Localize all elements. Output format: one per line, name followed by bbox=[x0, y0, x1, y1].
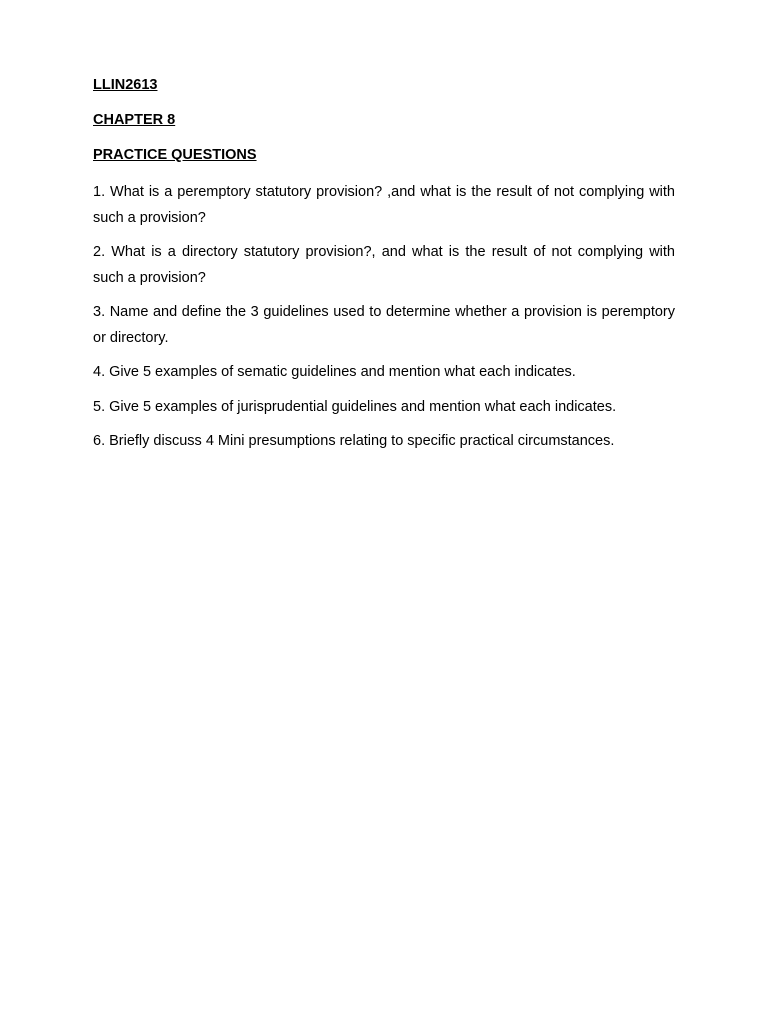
question-item-5: 5. Give 5 examples of jurisprudential guidelines and mention what each indicates. bbox=[93, 398, 617, 415]
course-code-heading: LLIN2613 bbox=[93, 77, 158, 93]
question-item-6: 6. Briefly discuss 4 Mini presumptions relating to specific practical circumstances. bbox=[93, 433, 615, 449]
question-item-1: 1. What is a peremptory statutory provision? ,and what is the result of not complying with such a provision? bbox=[93, 184, 675, 226]
question-item-3: 3. Name and define the 3 guidelines used to determine whether a provision is peremptory or directory. bbox=[93, 304, 675, 346]
chapter-heading: CHAPTER 8 bbox=[93, 112, 176, 128]
question-item-2: 2. What is a directory statutory provision?, and what is the result of not complying with such a provision? bbox=[93, 244, 675, 286]
section-title-heading: PRACTICE QUESTIONS bbox=[93, 147, 257, 163]
questions-list bbox=[93, 180, 675, 455]
question-item-4: 4. Give 5 examples of sematic guidelines and mention what each indicates. bbox=[93, 364, 576, 380]
document-page bbox=[93, 76, 675, 464]
